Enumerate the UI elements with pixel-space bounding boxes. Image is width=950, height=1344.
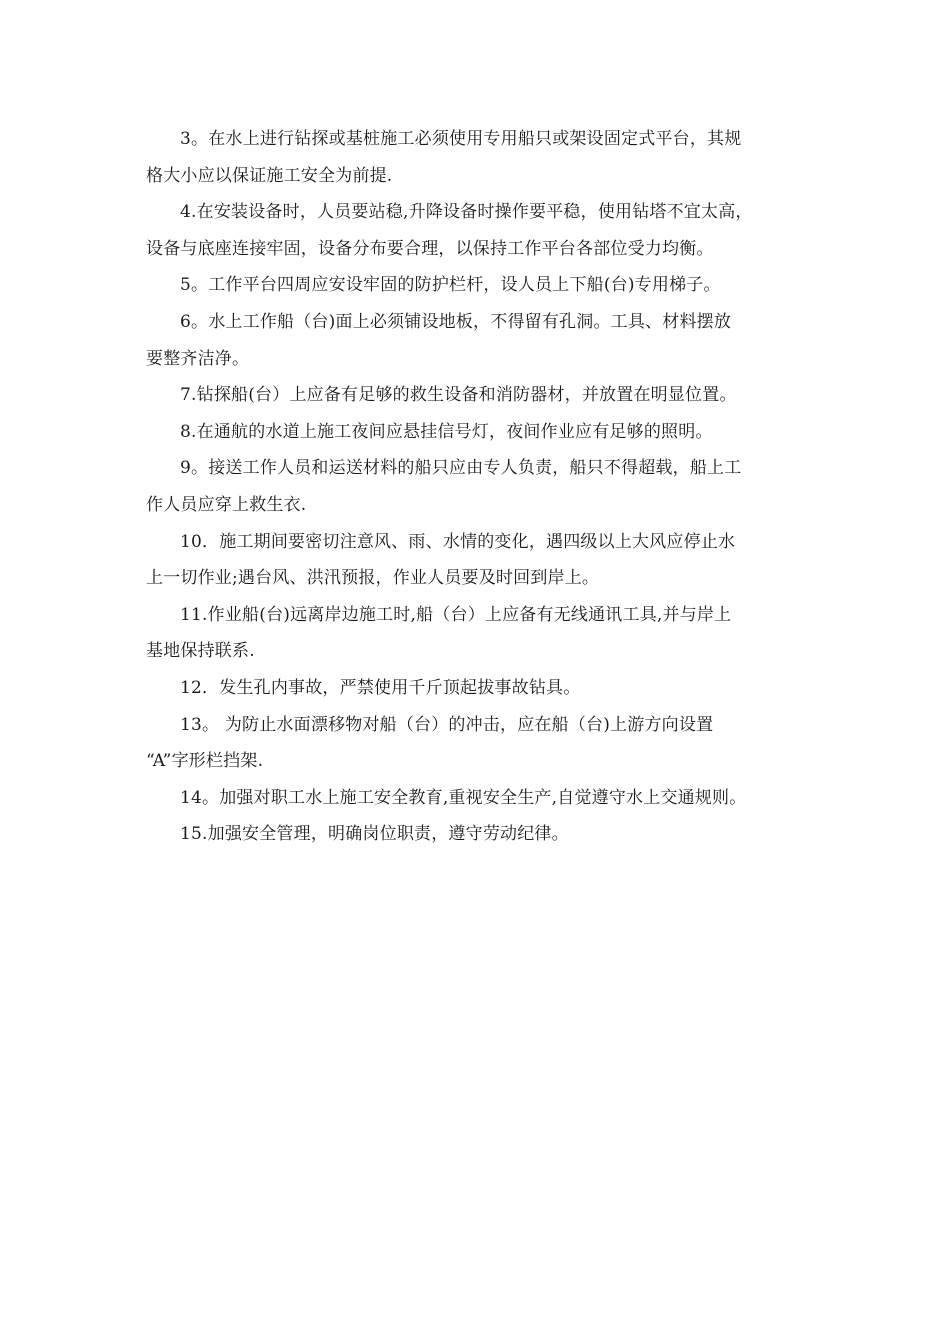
paragraph-line: 6。水上工作船（台)面上必须铺设地板，不得留有孔洞。工具、材料摆放 [180,311,732,332]
paragraph-5 [146,267,814,304]
paragraph-8 [146,414,814,451]
paragraph-11 [146,597,814,670]
paragraph-9 [146,450,814,523]
paragraph-line: 基地保持联系. [146,641,255,662]
paragraph-line: 7.钻探船(台）上应备有足够的救生设备和消防器材，并放置在明显位置。 [180,385,737,406]
paragraph-line: 要整齐洁净。 [146,348,250,369]
paragraph-line: 格大小应以保证施工安全为前提. [146,165,393,186]
paragraph-line: 11.作业船(台)远离岸边施工时,船（台）上应备有无线通讯工具,并与岸上 [180,604,732,625]
paragraph-line: 8.在通航的水道上施工夜间应悬挂信号灯，夜间作业应有足够的照明。 [180,421,713,442]
paragraph-13 [146,707,814,780]
paragraph-14 [146,780,814,817]
paragraph-line: “A”字形栏挡架. [146,751,264,772]
paragraph-line: 9。接送工作人员和运送材料的船只应由专人负责，船只不得超载，船上工 [180,458,742,479]
paragraph-6 [146,304,814,377]
paragraph-3 [146,121,814,194]
paragraph-line: 10．施工期间要密切注意风、雨、水情的变化，遇四级以上大风应停止水 [180,531,736,552]
paragraph-15 [146,816,814,853]
paragraph-line: 上一切作业;遇台风、洪汛预报，作业人员要及时回到岸上。 [146,568,600,589]
paragraph-line: 设备与底座连接牢固，设备分布要合理，以保持工作平台各部位受力均衡。 [146,238,714,259]
paragraph-12 [146,670,814,707]
paragraph-line: 5。工作平台四周应安设牢固的防护栏杆，设人员上下船(台)专用梯子。 [180,275,721,296]
paragraph-4 [146,194,814,267]
paragraph-7 [146,377,814,414]
paragraph-line: 3。在水上进行钻探或基桩施工必须使用专用船只或架设固定式平台，其规 [180,129,742,149]
paragraph-line: 15.加强安全管理，明确岗位职责，遵守劳动纪律。 [180,824,569,845]
paragraph-line: 14。加强对职工水上施工安全教育,重视安全生产,自觉遵守水上交通规则。 [180,787,747,808]
paragraph-line: 12．发生孔内事故，严禁使用千斤顶起拔事故钻具。 [180,677,581,698]
paragraph-line: 13。 为防止水面漂移物对船（台）的冲击，应在船（台)上游方向设置 [180,714,714,735]
paragraph-line: 4.在安装设备时，人员要站稳,升降设备时操作要平稳，使用钻塔不宜太高， [180,202,753,223]
document-body [146,121,814,853]
paragraph-line: 作人员应穿上救生衣. [146,494,307,515]
paragraph-10 [146,524,814,597]
